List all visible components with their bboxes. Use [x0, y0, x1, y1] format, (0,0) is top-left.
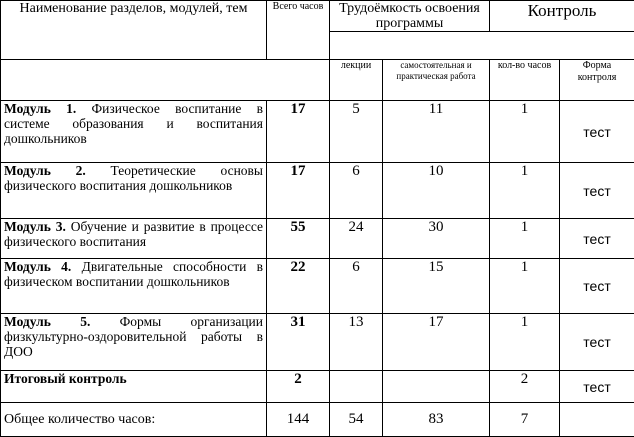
final-control-total: 2 — [267, 371, 330, 403]
header-independent: самостоятельная и практическая работа — [383, 60, 490, 101]
module-form: тест — [560, 314, 634, 371]
module-practice: 10 — [383, 163, 490, 219]
header-section-name: Наименование разделов, модулей, тем — [1, 1, 267, 60]
module-name — [1, 314, 267, 371]
module-name — [1, 163, 267, 219]
header-control-form: Форма контроля — [560, 60, 634, 101]
grand-total-lectures: 54 — [330, 403, 383, 437]
module-label: Модуль 3. — [4, 219, 66, 234]
grand-total-form — [560, 403, 634, 437]
module-title: Формы организации физкультурно-оздоровительной работы в ДОО — [4, 314, 263, 359]
grand-total-practice: 83 — [383, 403, 490, 437]
module-control: 1 — [490, 259, 560, 314]
table-row — [1, 259, 634, 314]
module-control: 1 — [490, 219, 560, 259]
final-control-form: тест — [560, 371, 634, 403]
module-practice: 11 — [383, 101, 490, 163]
header-count-hours: кол-во часов — [490, 60, 560, 101]
grand-total-label: Общее количество часов: — [1, 403, 267, 437]
module-label: Модуль 4. — [4, 259, 71, 274]
module-label: Модуль 1. — [4, 101, 76, 116]
header-labor: Трудоёмкость освоения программы — [330, 1, 490, 32]
table-row — [1, 314, 634, 371]
module-label: Модуль 5. — [4, 314, 90, 329]
header-control: Контроль — [490, 1, 634, 32]
module-control: 1 — [490, 163, 560, 219]
final-control-lectures — [330, 371, 383, 403]
module-form: тест — [560, 259, 634, 314]
module-practice: 30 — [383, 219, 490, 259]
module-form: тест — [560, 219, 634, 259]
module-title: Теоретические основы физического воспитания дошкольников — [4, 163, 263, 193]
module-form: тест — [560, 101, 634, 163]
table-row — [1, 101, 634, 163]
module-total: 55 — [267, 219, 330, 259]
module-lectures: 13 — [330, 314, 383, 371]
module-name — [1, 219, 267, 259]
module-practice: 15 — [383, 259, 490, 314]
module-label: Модуль 2. — [4, 163, 86, 178]
module-lectures: 24 — [330, 219, 383, 259]
module-lectures: 6 — [330, 259, 383, 314]
module-control: 1 — [490, 314, 560, 371]
module-lectures: 6 — [330, 163, 383, 219]
module-control: 1 — [490, 101, 560, 163]
final-control-practice — [383, 371, 490, 403]
grand-total-row — [1, 403, 634, 437]
module-form: тест — [560, 163, 634, 219]
module-total: 17 — [267, 163, 330, 219]
module-name — [1, 101, 267, 163]
table-row — [1, 163, 634, 219]
module-total: 31 — [267, 314, 330, 371]
module-total: 17 — [267, 101, 330, 163]
final-control-label: Итоговый контроль — [1, 371, 267, 403]
module-practice: 17 — [383, 314, 490, 371]
header-total-hours: Всего часов — [267, 1, 330, 60]
module-total: 22 — [267, 259, 330, 314]
grand-total-hours: 144 — [267, 403, 330, 437]
header-lectures: лекции — [330, 60, 383, 101]
module-title: Физическое воспитание в системе образования и воспитания дошкольников — [4, 101, 263, 146]
header-row-1 — [1, 1, 634, 32]
table-row — [1, 219, 634, 259]
final-control-row — [1, 371, 634, 403]
module-title: Двигательные способности в физическом воспитании дошкольников — [4, 259, 263, 289]
module-lectures: 5 — [330, 101, 383, 163]
grand-total-control: 7 — [490, 403, 560, 437]
header-spacer — [1, 60, 330, 101]
final-control-count: 2 — [490, 371, 560, 403]
header-row-3 — [1, 60, 634, 101]
module-name — [1, 259, 267, 314]
module-title: Обучение и развитие в процессе физического воспитания — [4, 219, 263, 249]
